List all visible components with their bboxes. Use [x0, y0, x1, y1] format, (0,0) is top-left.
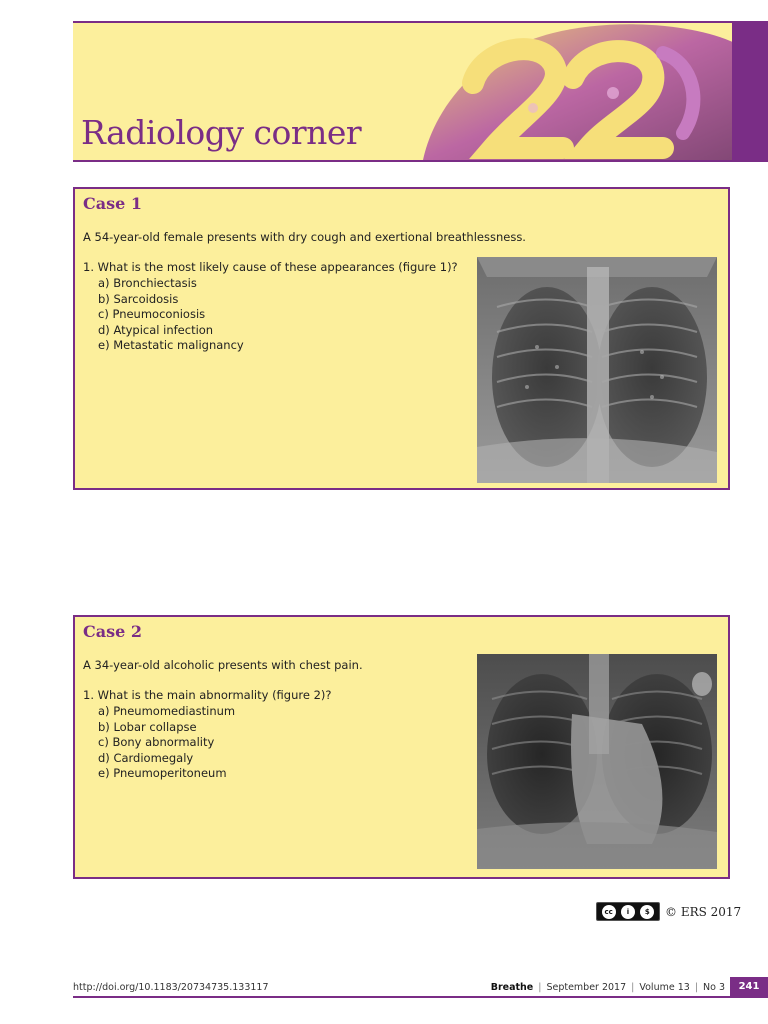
license-block: [596, 902, 741, 921]
case-1-question: 1. What is the most likely cause of these appearances (figure 1)?: [83, 260, 458, 274]
case-1-title: Case 1: [83, 194, 142, 213]
case-2-panel: [73, 615, 730, 879]
attribution-icon: i: [621, 905, 635, 919]
case-1-options: [98, 276, 244, 354]
header-tab: [732, 23, 768, 160]
case-2-title: Case 2: [83, 622, 142, 641]
case-1-chest-xray-image: [477, 257, 717, 483]
separator: |: [538, 982, 542, 993]
case-1-option-b: b) Sarcoidosis: [98, 291, 179, 306]
case-2-option-c: c) Bony abnormality: [98, 735, 215, 749]
case-2-option-d: d) Cardiomegaly: [98, 750, 194, 765]
case-2-intro: A 34-year-old alcoholic presents with chest pain.: [83, 658, 363, 672]
cc-icon: cc: [602, 905, 616, 919]
case-1-panel: [73, 187, 730, 490]
case-2-option-a: a) Pneumomediastinum: [98, 704, 236, 718]
case-1-option-c: c) Pneumoconiosis: [98, 307, 206, 321]
header-artwork: [363, 23, 735, 160]
case-1-intro: A 54-year-old female presents with dry cough and exertional breathlessness.: [83, 230, 526, 244]
case-1-option-d: d) Atypical infection: [98, 322, 214, 337]
noncommercial-icon: $: [640, 905, 654, 919]
journal-name: Breathe: [490, 982, 534, 993]
page-title: Radiology corner: [81, 113, 362, 152]
copyright-text: © ERS 2017: [665, 904, 742, 919]
case-2-option-e: e) Pneumoperitoneum: [98, 766, 227, 780]
case-2-chest-xray-image: [477, 654, 717, 869]
page-number: 241: [730, 977, 768, 996]
header-banner: [73, 23, 768, 160]
issue-date: September 2017: [546, 982, 627, 993]
separator: |: [694, 982, 699, 993]
header-bottom-rule: [73, 160, 768, 162]
case-1-option-a: a) Bronchiectasis: [98, 276, 197, 290]
creative-commons-badge[interactable]: [596, 902, 660, 921]
doi-link[interactable]: http://doi.org/10.1183/20734735.133117: [73, 982, 269, 993]
case-2-option-b: b) Lobar collapse: [98, 719, 197, 734]
separator: |: [631, 982, 635, 993]
volume: Volume 13: [639, 982, 690, 993]
footer-rule: [73, 996, 768, 998]
journal-meta: [491, 982, 725, 993]
case-2-question: 1. What is the main abnormality (figure 2)?: [83, 688, 332, 702]
case-2-options: [98, 704, 235, 782]
issue-number: No 3: [703, 982, 725, 993]
case-1-option-e: e) Metastatic malignancy: [98, 338, 244, 352]
